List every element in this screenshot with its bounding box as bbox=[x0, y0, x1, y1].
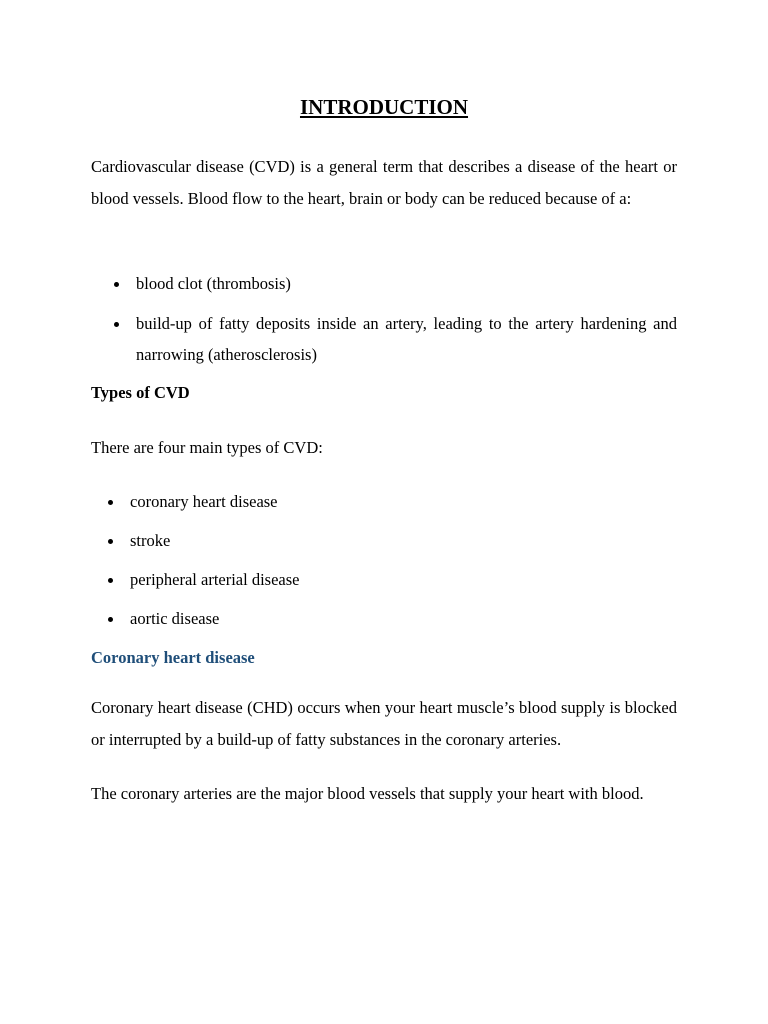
types-intro: There are four main types of CVD: bbox=[91, 438, 323, 457]
bullet-icon bbox=[108, 617, 113, 622]
bullet-icon bbox=[114, 282, 119, 287]
types-heading: Types of CVD bbox=[91, 383, 190, 402]
bullet-icon bbox=[108, 539, 113, 544]
bullet-icon bbox=[114, 322, 119, 327]
list-item: coronary heart disease bbox=[130, 492, 278, 511]
list-item: aortic disease bbox=[130, 609, 220, 628]
bullet-icon bbox=[108, 578, 113, 583]
list-item: peripheral arterial disease bbox=[130, 570, 300, 589]
page-title: INTRODUCTION bbox=[299, 95, 469, 119]
list-item: build-up of fatty deposits inside an artery, leading to the artery hardening and narrowing (atherosclerosis) bbox=[136, 314, 677, 364]
list-item: blood clot (thrombosis) bbox=[136, 274, 291, 293]
chd-paragraph-2: The coronary arteries are the major blood vessels that supply your heart with blood. bbox=[91, 784, 644, 803]
intro-paragraph: Cardiovascular disease (CVD) is a general term that describes a disease of the heart or blood vessels. Blood flow to the heart, brain or body can be reduced because of a: bbox=[91, 157, 677, 208]
list-item: stroke bbox=[130, 531, 171, 550]
bullet-icon bbox=[108, 500, 113, 505]
chd-paragraph-1: Coronary heart disease (CHD) occurs when your heart muscle’s blood supply is blocked or interrupted by a build-up of fatty substances in the coronary arteries. bbox=[91, 698, 677, 749]
chd-heading: Coronary heart disease bbox=[91, 648, 255, 667]
